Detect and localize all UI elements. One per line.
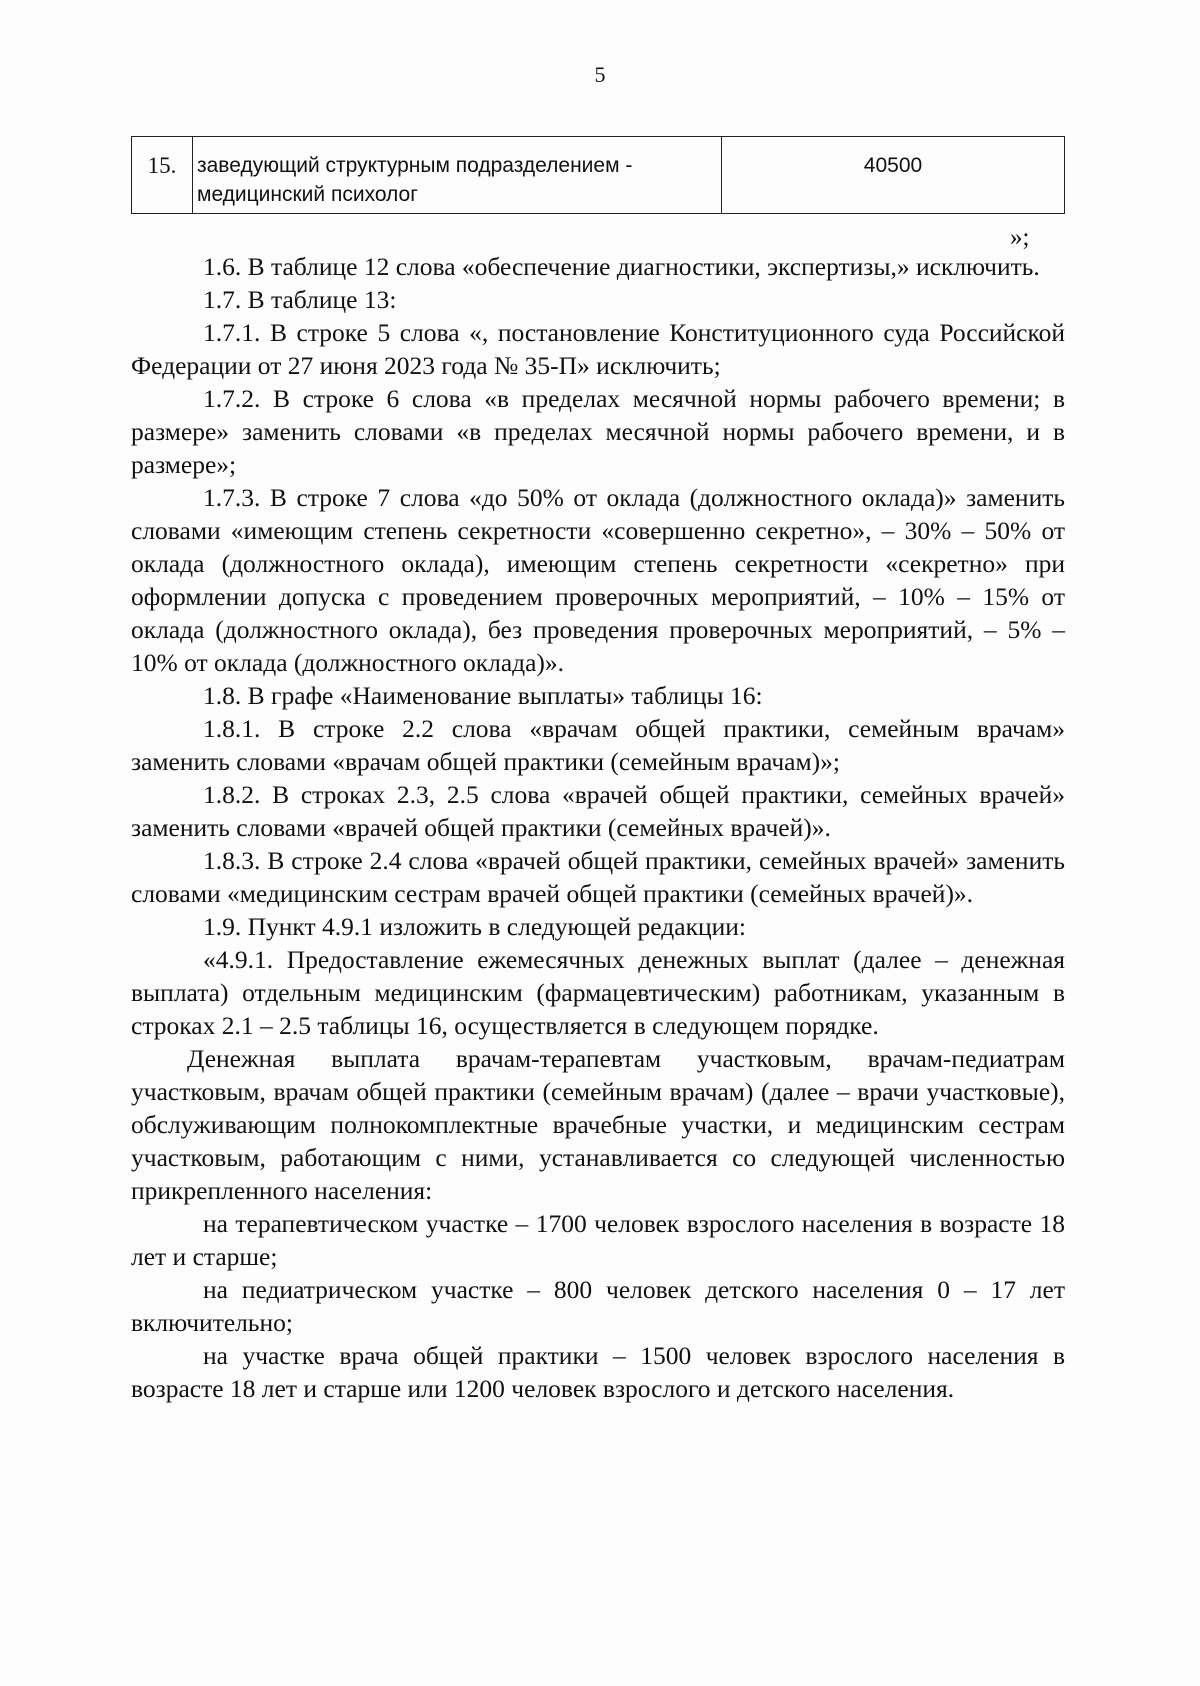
- paragraph-1-8-3: 1.8.3. В строке 2.4 слова «врачей общей практики, семейных врачей» заменить словами «медицинским сестрам врачей общей практики (семейных врачей)».: [131, 846, 1065, 908]
- document-body: [131, 250, 1065, 1405]
- position-name: [193, 137, 722, 214]
- paragraph-1-6: 1.6. В таблице 12 слова «обеспечение диагностики, экспертизы,» исключить.: [203, 252, 1040, 281]
- paragraph-pediatric-area: на педиатрическом участке – 800 человек детского населения 0 – 17 лет включительно;: [131, 1275, 1065, 1337]
- paragraph-1-8-1: 1.8.1. В строке 2.2 слова «врачам общей практики, семейным врачам» заменить словами «врачам общей практики (семейным врачам)»;: [131, 714, 1065, 776]
- paragraph-1-7: 1.7. В таблице 13:: [203, 285, 397, 314]
- paragraph-4-9-1: «4.9.1. Предоставление ежемесячных денежных выплат (далее – денежная выплата) отдельным медицинским (фармацевтическим) работникам, указанным в строках 2.1 – 2.5 таблицы 16, осуществляется в следующем порядке.: [131, 945, 1065, 1040]
- page-number: 5: [594, 62, 606, 87]
- table-close-quote: »;: [1010, 224, 1030, 251]
- paragraph-1-7-3: 1.7.3. В строке 7 слова «до 50% от оклада (должностного оклада)» заменить словами «имеющим степень секретности «совершенно секретно», – 30% – 50% от оклада (должностного оклада), имеющим степень секретности «секретно» при оформлении допуска с проведением проверочных мероприятий, – 10% – 15% от оклада (должностного оклада), без проведения проверочных мероприятий, – 5% – 10% от оклада (должностного оклада)».: [131, 483, 1065, 677]
- paragraph-1-7-2: 1.7.2. В строке 6 слова «в пределах месячной нормы рабочего времени; в размере» заменить словами «в пределах месячной нормы рабочего времени, и в размере»;: [131, 384, 1065, 479]
- positions-table: [131, 136, 1065, 214]
- paragraph-1-9: 1.9. Пункт 4.9.1 изложить в следующей редакции:: [203, 912, 746, 941]
- paragraph-therapeutic-area: на терапевтическом участке – 1700 человек взрослого населения в возрасте 18 лет и старше;: [131, 1209, 1065, 1271]
- paragraph-1-8: 1.8. В графе «Наименование выплаты» таблицы 16:: [203, 681, 763, 710]
- paragraph-1-8-2: 1.8.2. В строках 2.3, 2.5 слова «врачей общей практики, семейных врачей» заменить словами «врачей общей практики (семейных врачей)».: [131, 780, 1065, 842]
- row-number: 15.: [132, 137, 193, 214]
- salary-value: 40500: [722, 137, 1065, 214]
- position-name-line1: заведующий структурным подразделением -: [197, 154, 633, 177]
- position-name-line2: медицинский психолог: [197, 183, 418, 206]
- paragraph-general-practice-area: на участке врача общей практики – 1500 человек взрослого населения в возрасте 18 лет и старше или 1200 человек взрослого и детского населения.: [131, 1341, 1065, 1403]
- paragraph-payment-rules: Денежная выплата врачам-терапевтам участковым, врачам-педиатрам участковым, врачам общей практики (семейным врачам) (далее – врачи участковые), обслуживающим полнокомплектные врачебные участки, и медицинским сестрам участковым, работающим с ними, устанавливается со следующей численностью прикрепленного населения:: [131, 1044, 1065, 1205]
- paragraph-1-7-1: 1.7.1. В строке 5 слова «, постановление Конституционного суда Российской Федерации от 27 июня 2023 года № 35-П» исключить;: [131, 318, 1065, 380]
- table-row: [132, 137, 1065, 214]
